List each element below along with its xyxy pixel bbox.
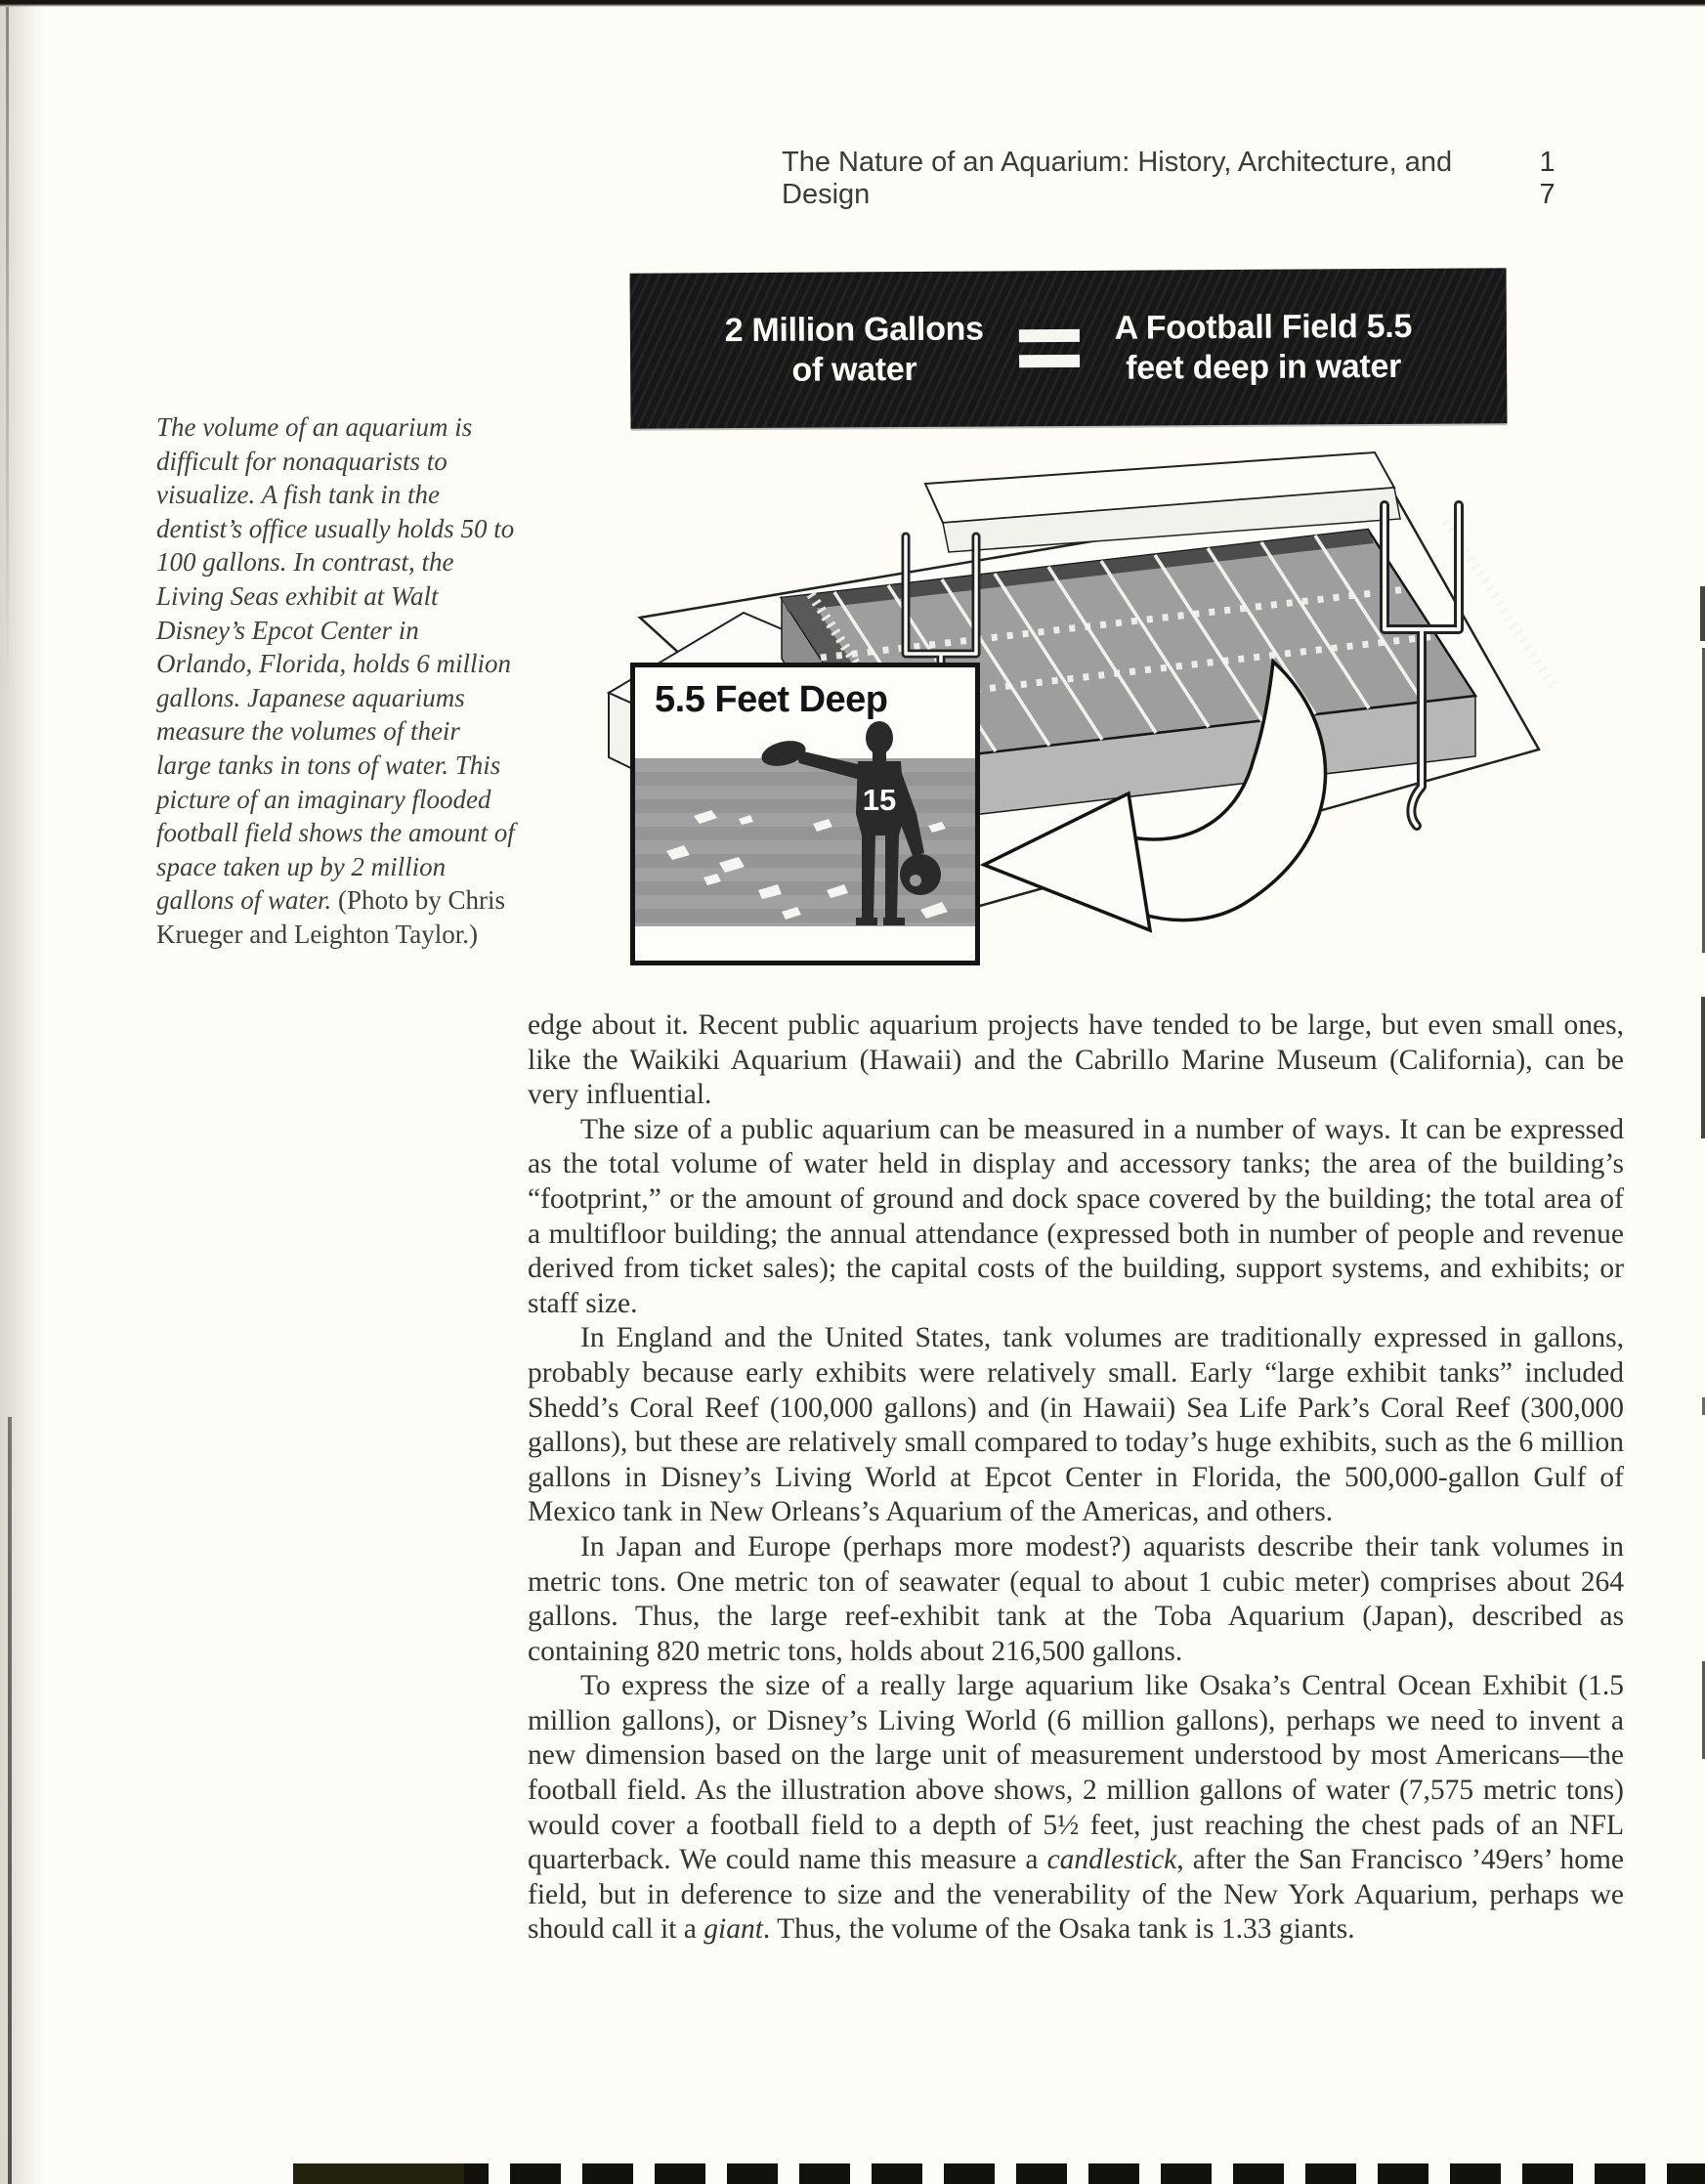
page-number: 1 7 [1539, 147, 1565, 210]
figure-banner [630, 268, 1508, 428]
body-paragraph: In Japan and Europe (perhaps more modest?) aquarists describe their tank volumes in metric tons. One metric ton of seawater (equal to about 1 cubic meter) comprises about 264 gallons. Thus, the large reef-exhibit tank at the Toba Aquarium (Japan), described as containing 820 metric tons, holds about 216,500 gallons. [528, 1530, 1624, 1667]
caption-credit: (Photo by Chris Krueger and Leighton Taylor.) [156, 885, 506, 949]
gutter-line [8, 1417, 12, 2184]
scan-bottom-edge [293, 2163, 464, 2184]
inset-title: 5.5 Feet Deep [655, 679, 888, 720]
caption-italic-text: The volume of an aquarium is difficult for nonaquarists to visualize. A fish tank in the dentist’s office usually holds 50 to 100 gallons. In contrast, the Living Seas exhibit at Walt Disney’s Epcot Center in Orlando, Florida, holds 6 million gallons. Japanese aquariums measure the volumes of their large tanks in tons of water. This picture of an imaginary flooded football field shows the amount of space taken up by 2 million gallons of water. [156, 412, 515, 916]
body-paragraph: To express the size of a really large aquarium like Osaka’s Central Ocean Exhibit (1.5 million gallons), or Disney’s Living World (6 million gallons), perhaps we need to invent a new dimension based on the large unit of measurement understood by most Americans—the football field. As the illustration above shows, 2 million gallons of water (7,575 metric tons) would cover a football field to a depth of 5½ feet, just reaching the chest pads of an NFL quarterback. We could name this measure a candlestick, after the San Francisco ’49ers’ home field, but in deference to size and the venerability of the New York Aquarium, perhaps we should call it a giant. Thus, the volume of the Osaka tank is 1.33 giants. [528, 1670, 1624, 1946]
body-paragraph: The size of a public aquarium can be measured in a number of ways. It can be expressed as the total volume of water held in display and accessory tanks; the area of the building’s “footprint,” or the amount of ground and dock space covered by the building; the total area of a multifloor building; the annual attendance (expressed both in number of people and revenue derived from ticket sales); the capital costs of the building, support systems, and exhibits; or staff size. [528, 1113, 1624, 1319]
scan-right-edge-mark [1700, 586, 1705, 641]
helmet-facemask [910, 875, 921, 886]
gutter-line [6, 7, 9, 691]
body-text [528, 1008, 1624, 1948]
equals-icon [1019, 329, 1080, 367]
depth-inset-panel [630, 663, 980, 965]
scan-bottom-edge [293, 2163, 1705, 2184]
scan-right-edge-mark [1701, 997, 1705, 1138]
jersey-number: 15 [862, 783, 897, 817]
body-paragraph: edge about it. Recent public aquarium projects have tended to be large, but even small ones, like the Waikiki Aquarium (Hawaii) and the Cabrillo Marine Museum (California), can be very influential. [528, 1009, 1624, 1111]
scan-top-edge [0, 0, 1705, 7]
running-head [782, 147, 1607, 211]
chapter-title: The Nature of an Aquarium: History, Architecture, and Design [782, 147, 1453, 210]
quarterback-silhouette [635, 667, 975, 961]
figure-caption [156, 410, 520, 952]
banner-left-text: 2 Million Gallons of water [724, 310, 984, 389]
body-paragraph: In England and the United States, tank volumes are traditionally expressed in gallons, probably because early exhibits were relatively small. Early “large exhibit tanks” included Shedd’s Coral Reef (100,000 gallons) and (in Hawaii) Sea Life Park’s Coral Reef (300,000 gallons), but these are relatively small compared to today’s huge exhibits, such as the 6 million gallons in Disney’s Living World at Epcot Center in Florida, the 500,000-gallon Gulf of Mexico tank in New Orleans’s Aquarium of the Americas, and others. [528, 1322, 1624, 1528]
player-figure [759, 721, 941, 925]
banner-right-text: A Football Field 5.5 feet deep in water [1114, 307, 1413, 387]
